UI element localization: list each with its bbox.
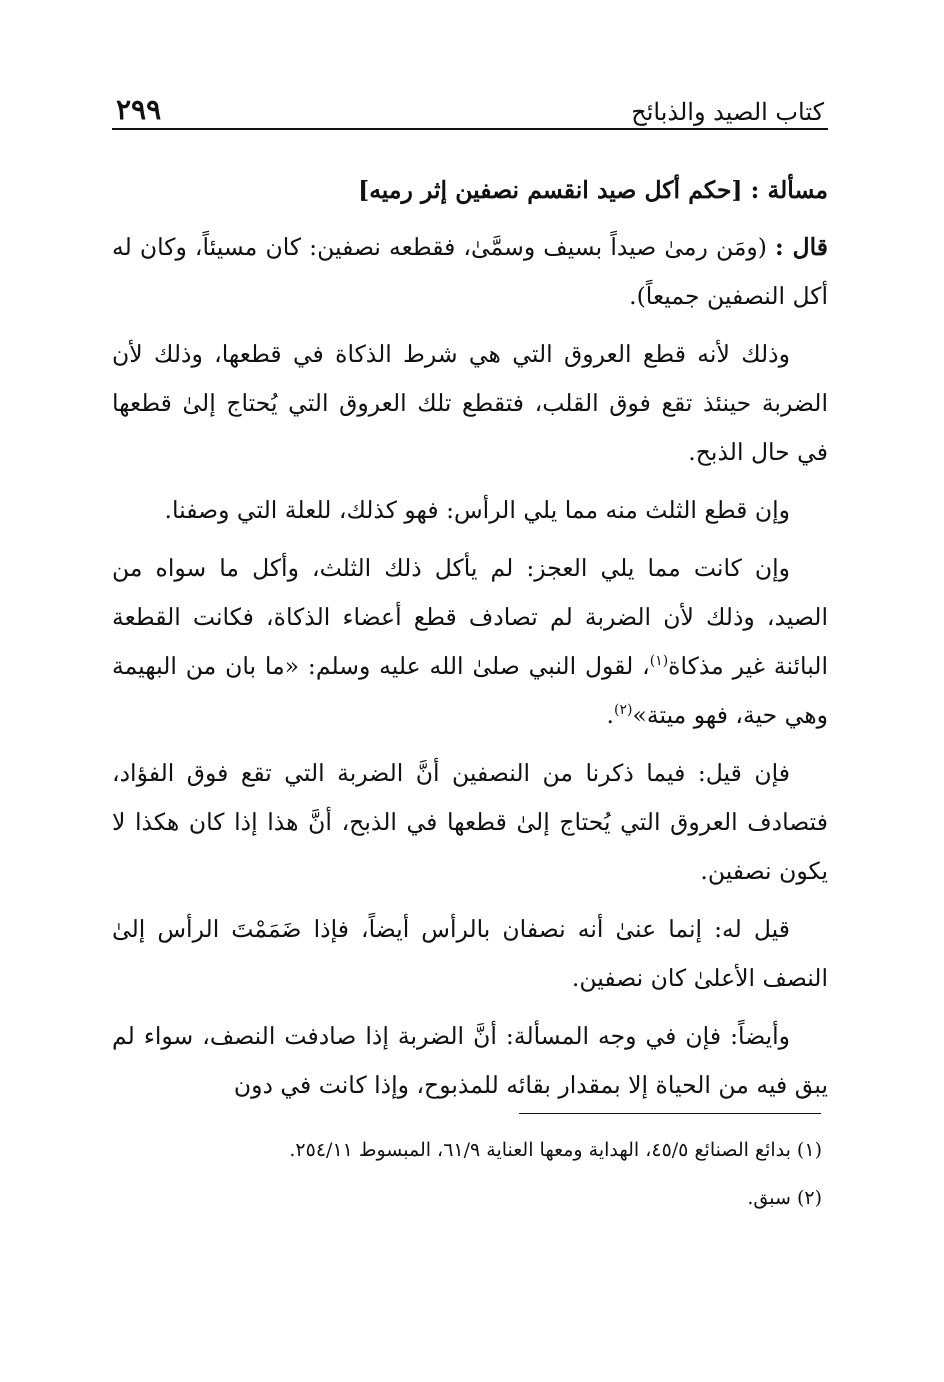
- paragraph-additionally: وأيضاً: فإن في وجه المسألة: أنَّ الضربة إذا صادفت النصف، سواء لم يبق فيه من الحياة إلا بمقدار بقائه للمذبوح، وإذا كانت في دون: [112, 1022, 828, 1099]
- page-number: ٢٩٩: [116, 93, 162, 126]
- paragraph-tail-third-end: .: [606, 701, 615, 729]
- qala-label: قال :: [775, 233, 828, 261]
- footnote-ref-2[interactable]: (٢): [614, 702, 633, 719]
- paragraph-tail-third: [112, 544, 828, 740]
- footnote-ref-1[interactable]: (١): [649, 653, 669, 670]
- paragraph-objection: فإن قيل: فيما ذكرنا من النصفين أنَّ الضربة التي تقع فوق الفؤاد، فتصادف العروق التي يُحتاج إلىٰ قطعها في الذبح، أنَّ هذا إذا كان هكذا لا يكون نصفين.: [112, 759, 828, 885]
- paragraph-tail-third-text: وإن كانت مما يلي العجز: لم يأكل ذلك الثلث، وأكل ما سواه من الصيد، وذلك لأن الضربة لم تصادف قطع أعضاء الذكاة، فكانت القطعة البائنة غير مذكاة: [112, 554, 828, 680]
- book-page: [112, 80, 828, 1119]
- paragraph-reply: قيل له: إنما عنىٰ أنه نصفان بالرأس أيضاً، فإذا ضَمَمْتَ الرأس إلىٰ النصف الأعلىٰ كان نصفين.: [112, 915, 828, 992]
- paragraph-reason: وذلك لأنه قطع العروق التي هي شرط الذكاة في قطعها، وذلك لأن الضربة حينئذ تقع فوق القلب، فتقطع تلك العروق التي يُحتاج إلىٰ قطعها في حال الذبح.: [112, 340, 828, 466]
- paragraph-head-third: وإن قطع الثلث منه مما يلي الرأس: فهو كذلك، للعلة التي وصفنا.: [164, 496, 790, 524]
- main-text: [112, 166, 828, 1110]
- footnote-2: (٢) سبق.: [747, 1187, 822, 1209]
- masala-heading: [112, 166, 828, 215]
- footnotes: [112, 1126, 828, 1222]
- book-title: كتاب الصيد والذبائح: [631, 98, 824, 126]
- footnote-divider: [519, 1113, 821, 1114]
- running-header: [112, 80, 828, 130]
- masala-title: [حكم أكل صيد انقسم نصفين إثر رميه]: [358, 176, 743, 204]
- masala-label: مسألة :: [750, 176, 828, 204]
- paragraph-tail-third-hadith: ، لقول النبي صلىٰ الله عليه وسلم: «ما بان من البهيمة وهي حية، فهو ميتة»: [112, 652, 828, 729]
- qala-paragraph: [112, 223, 828, 321]
- footnote-1: (١) بدائع الصنائع ٤٥/٥، الهداية ومعها العناية ٦١/٩، المبسوط ٢٥٤/١١.: [289, 1139, 822, 1161]
- qala-text: (ومَن رمىٰ صيداً بسيف وسمَّىٰ، فقطعه نصفين: كان مسيئاً، وكان له أكل النصفين جميعاً).: [112, 233, 828, 310]
